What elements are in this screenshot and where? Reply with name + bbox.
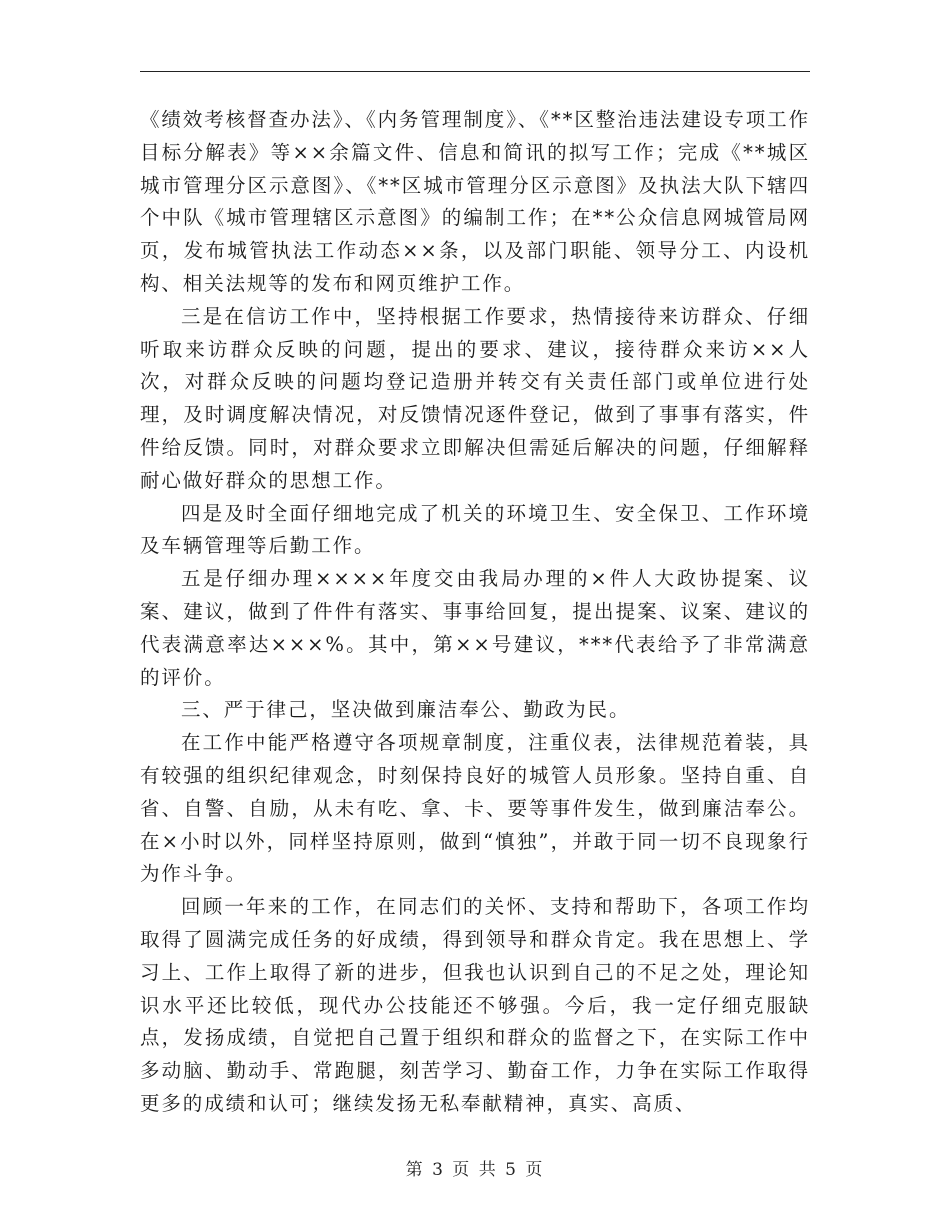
paragraph: 五是仔细办理××××年度交由我局办理的×件人大政协提案、议案、建议，做到了件件有落实、事事给回复，提出提案、议案、建议的代表满意率达×××%。其中，第××号建议，***代表给予了非常满意的评价。 — [140, 567, 810, 689]
paragraph: 《绩效考核督查办法》、《内务管理制度》、《**区整治违法建设专项工作目标分解表》等××余篇文件、信息和简讯的拟写工作；完成《**城区城市管理分区示意图》、《**区城市管理分区示意图》及执法大队下辖四个中队《城市管理辖区示意图》的编制工作；在**公众信息网城管局网页，发布城管执法工作动态××条，以及部门职能、领导分工、内设机构、相关法规等的发布和网页维护工作。 — [140, 108, 810, 295]
paragraph: 四是及时全面仔细地完成了机关的环境卫生、安全保卫、工作环境及车辆管理等后勤工作。 — [140, 501, 810, 558]
section-heading: 三、严于律己，坚决做到廉洁奉公、勤政为民。 — [180, 698, 631, 722]
document-body — [140, 104, 810, 1121]
page-number: 第 3 页 共 5 页 — [405, 1160, 545, 1180]
paragraph: 回顾一年来的工作，在同志们的关怀、支持和帮助下，各项工作均取得了圆满完成任务的好成绩，得到领导和群众肯定。我在思想上、学习上、工作上取得了新的进步，但我也认识到自己的不足之处，理论知识水平还比较低，现代办公技能还不够强。今后，我一定仔细克服缺点，发扬成绩，自觉把自己置于组织和群众的监督之下，在实际工作中多动脑、勤动手、常跑腿，刻苦学习、勤奋工作，力争在实际工作取得更多的成绩和认可；继续发扬无私奉献精神，真实、高质、 — [140, 895, 810, 1115]
paragraph: 在工作中能严格遵守各项规章制度，注重仪表，法律规范着装，具有较强的组织纪律观念，时刻保持良好的城管人员形象。坚持自重、自省、自警、自励，从未有吃、拿、卡、要等事件发生，做到廉洁奉公。在×小时以外，同样坚持原则，做到“慎独”，并敢于同一切不良现象行为作斗争。 — [140, 731, 810, 886]
paragraph: 三是在信访工作中，坚持根据工作要求，热情接待来访群众、仔细听取来访群众反映的问题，提出的要求、建议，接待群众来访××人次，对群众反映的问题均登记造册并转交有关责任部门或单位进行处理，及时调度解决情况，对反馈情况逐件登记，做到了事事有落实，件件给反馈。同时，对群众要求立即解决但需延后解决的问题，仔细解释耐心做好群众的思想工作。 — [140, 304, 810, 492]
header-divider — [140, 71, 810, 72]
